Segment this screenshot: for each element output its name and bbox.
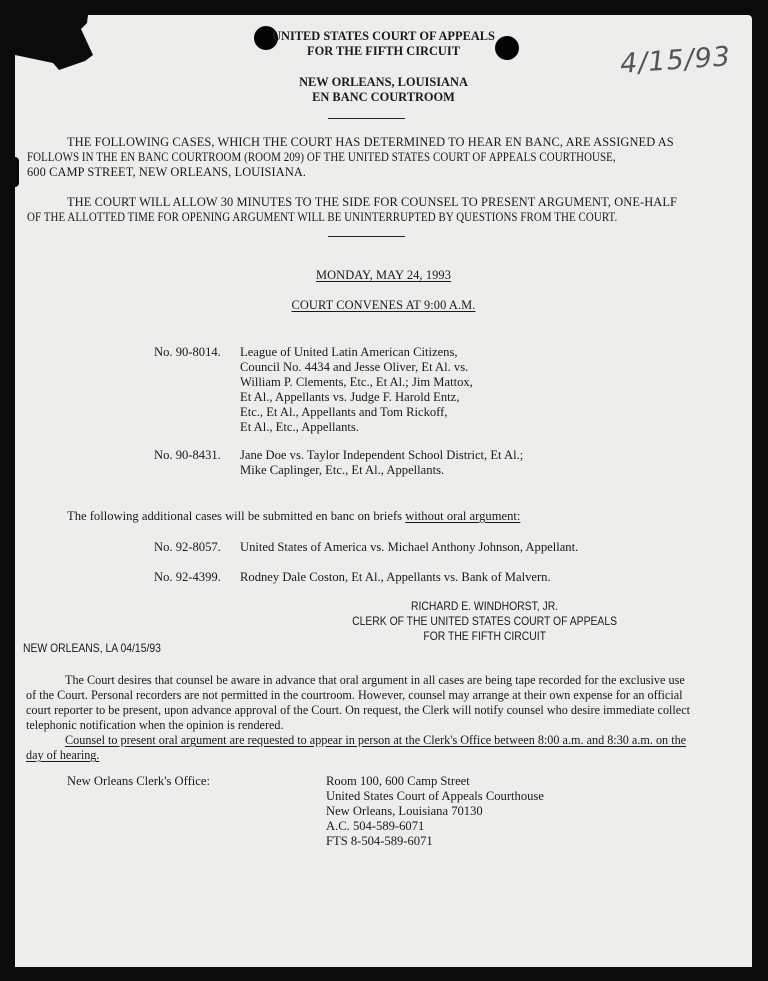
brief-case-number: No. 92-8057.: [154, 540, 221, 554]
brief-case-title: Rodney Dale Coston, Et Al., Appellants vs. Bank of Malvern.: [240, 570, 551, 584]
notice-line: of the Court. Personal recorders are not permitted in the courtroom. However, counsel may arrange at their own expense for an official: [26, 688, 683, 702]
case-title-line: Mike Caplinger, Etc., Et Al., Appellants.: [240, 463, 445, 477]
notice-line: court reporter to be present, upon advance approval of the Court. On request, the Clerk will notify counsel who desire immediate collect: [26, 703, 691, 717]
intro-para1-line2: FOLLOWS IN THE EN BANC COURTROOM (ROOM 209) OF THE UNITED STATES COURT OF APPEALS COURTHOUSE,: [27, 150, 616, 164]
clerk-office-label: New Orleans Clerk's Office:: [67, 774, 210, 788]
case-title-line: Council No. 4434 and Jesse Oliver, Et Al. vs.: [240, 360, 469, 374]
notice-line: telephonic notification when the opinion is rendered.: [26, 718, 284, 732]
handwritten-date: 4/15/93: [619, 41, 733, 80]
header-court-name: UNITED STATES COURT OF APPEALS: [272, 29, 495, 43]
notice-line: The Court desires that counsel be aware in advance that oral argument in all cases are being tape recorded for the exclusive use: [65, 673, 685, 687]
briefs-intro: The following additional cases will be submitted en banc on briefs without oral argument:: [67, 509, 521, 523]
notice-underlined-line: day of hearing.: [26, 748, 100, 762]
clerk-office-address-line: New Orleans, Louisiana 70130: [326, 804, 483, 818]
intro-para2-line2: OF THE ALLOTTED TIME FOR OPENING ARGUMENT WILL BE UNINTERRUPTED BY QUESTIONS FROM THE COURT.: [27, 210, 618, 224]
clerk-office-phone: A.C. 504-589-6071: [326, 819, 425, 833]
divider: [328, 118, 405, 119]
session-convenes: COURT CONVENES AT 9:00 A.M.: [291, 298, 476, 312]
brief-case-number: No. 92-4399.: [154, 570, 221, 584]
document-page: [15, 15, 752, 967]
signature-title: CLERK OF THE UNITED STATES COURT OF APPEALS: [352, 614, 618, 628]
intro-para1-line1: THE FOLLOWING CASES, WHICH THE COURT HAS DETERMINED TO HEAR EN BANC, ARE ASSIGNED AS: [67, 135, 674, 149]
intro-para1-line3: 600 CAMP STREET, NEW ORLEANS, LOUISIANA.: [27, 165, 307, 179]
session-date: MONDAY, MAY 24, 1993: [316, 268, 451, 282]
signature-circuit: FOR THE FIFTH CIRCUIT: [423, 629, 547, 643]
case-title-line: Jane Doe vs. Taylor Independent School District, Et Al.;: [240, 448, 524, 462]
header-city: NEW ORLEANS, LOUISIANA: [299, 75, 468, 89]
case-title-line: League of United Latin American Citizens,: [240, 345, 458, 359]
signature-name: RICHARD E. WINDHORST, JR.: [411, 599, 559, 613]
divider: [328, 236, 405, 237]
clerk-office-fts: FTS 8-504-589-6071: [326, 834, 433, 848]
case-number: No. 90-8014.: [154, 345, 221, 359]
header-courtroom: EN BANC COURTROOM: [312, 90, 455, 104]
case-title-line: William P. Clements, Etc., Et Al.; Jim Mattox,: [240, 375, 473, 389]
edge-blemish: [11, 157, 19, 187]
case-title-line: Et Al., Appellants vs. Judge F. Harold Entz,: [240, 390, 460, 404]
case-title-line: Et Al., Etc., Appellants.: [240, 420, 359, 434]
clerk-office-address-line: Room 100, 600 Camp Street: [326, 774, 470, 788]
intro-para2-line1: THE COURT WILL ALLOW 30 MINUTES TO THE SIDE FOR COUNSEL TO PRESENT ARGUMENT, ONE-HALF: [67, 195, 677, 209]
clerk-office-address-line: United States Court of Appeals Courthouse: [326, 789, 544, 803]
header-circuit: FOR THE FIFTH CIRCUIT: [307, 44, 460, 58]
notice-underlined-line: Counsel to present oral argument are requested to appear in person at the Clerk's Office between 8:00 a.m. and 8:30 a.m. on the: [65, 733, 687, 747]
place-date: NEW ORLEANS, LA 04/15/93: [23, 641, 161, 655]
brief-case-title: United States of America vs. Michael Anthony Johnson, Appellant.: [240, 540, 579, 554]
case-title-line: Etc., Et Al., Appellants and Tom Rickoff,: [240, 405, 448, 419]
case-number: No. 90-8431.: [154, 448, 221, 462]
